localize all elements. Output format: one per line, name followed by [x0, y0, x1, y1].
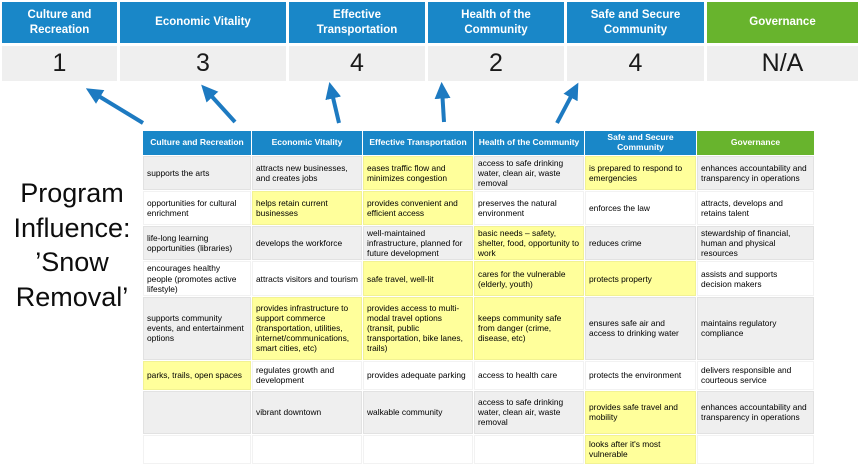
up-arrow-icon: [206, 90, 235, 122]
summary-score: 4: [289, 46, 425, 81]
matrix-cell: ensures safe air and access to drinking water: [585, 297, 696, 360]
matrix-header-row: [143, 131, 814, 155]
summary-score: N/A: [707, 46, 858, 81]
matrix-cell: enhances accountability and transparency in operations: [697, 391, 814, 434]
matrix-cell: cares for the vulnerable (elderly, youth): [474, 261, 584, 295]
matrix-header-cell: Health of the Community: [474, 131, 584, 155]
matrix-cell: encourages healthy people (promotes active lifestyle): [143, 261, 251, 295]
matrix-row: [143, 361, 814, 390]
matrix-header-cell: Safe and Secure Community: [585, 131, 696, 155]
matrix-header-cell: Economic Vitality: [252, 131, 362, 155]
matrix-header: [143, 131, 814, 155]
summary-box: Health of the Community: [428, 2, 564, 43]
matrix-cell: life-long learning opportunities (libraries): [143, 226, 251, 260]
influence-matrix: [142, 130, 815, 465]
matrix-cell: is prepared to respond to emergencies: [585, 156, 696, 190]
matrix-cell: attracts, develops and retains talent: [697, 191, 814, 225]
summary-score: 1: [2, 46, 117, 81]
matrix-row: [143, 435, 814, 464]
matrix-cell: helps retain current businesses: [252, 191, 362, 225]
matrix-cell: enhances accountability and transparency in operations: [697, 156, 814, 190]
matrix-cell: keeps community safe from danger (crime, disease, etc): [474, 297, 584, 360]
matrix-cell: enforces the law: [585, 191, 696, 225]
matrix-row: [143, 156, 814, 190]
matrix-cell: [143, 391, 251, 434]
matrix-cell: provides access to multi-modal travel options (transit, public transportation, bike lanes, trails): [363, 297, 473, 360]
matrix-cell: basic needs – safety, shelter, food, opportunity to work: [474, 226, 584, 260]
matrix-cell: [474, 435, 584, 464]
matrix-header-cell: Effective Transportation: [363, 131, 473, 155]
summary-box: Economic Vitality: [120, 2, 286, 43]
up-arrow-icon: [331, 89, 339, 123]
matrix-cell: protects the environment: [585, 361, 696, 390]
matrix-cell: safe travel, well-lit: [363, 261, 473, 295]
matrix-cell: access to safe drinking water, clean air, waste removal: [474, 156, 584, 190]
matrix-cell: develops the workforce: [252, 226, 362, 260]
matrix-cell: stewardship of financial, human and physical resources: [697, 226, 814, 260]
matrix-cell: provides infrastructure to support commerce (transportation, utilities, internet/communications, smart cities, etc): [252, 297, 362, 360]
matrix-cell: access to health care: [474, 361, 584, 390]
matrix-row: [143, 261, 814, 295]
matrix-cell: supports the arts: [143, 156, 251, 190]
matrix-cell: [697, 435, 814, 464]
matrix-cell: parks, trails, open spaces: [143, 361, 251, 390]
matrix-cell: delivers responsible and courteous service: [697, 361, 814, 390]
matrix-cell: [143, 435, 251, 464]
matrix-header-cell: Culture and Recreation: [143, 131, 251, 155]
matrix-cell: [363, 435, 473, 464]
matrix-cell: assists and supports decision makers: [697, 261, 814, 295]
matrix-cell: preserves the natural environment: [474, 191, 584, 225]
matrix-cell: supports community events, and entertainment options: [143, 297, 251, 360]
matrix-row: [143, 297, 814, 360]
matrix-cell: provides convenient and efficient access: [363, 191, 473, 225]
summary-score: 2: [428, 46, 564, 81]
matrix-body: [143, 156, 814, 464]
matrix-cell: access to safe drinking water, clean air, waste removal: [474, 391, 584, 434]
matrix-cell: attracts new businesses, and creates jobs: [252, 156, 362, 190]
arrows: [0, 81, 859, 131]
matrix-cell: vibrant downtown: [252, 391, 362, 434]
matrix-cell: attracts visitors and tourism: [252, 261, 362, 295]
matrix-cell: well-maintained infrastructure, planned for future development: [363, 226, 473, 260]
up-arrow-icon: [92, 92, 143, 123]
summary-bar: [2, 2, 858, 43]
program-influence-label: Program Influence: ’Snow Removal’: [13, 178, 131, 312]
up-arrow-icon: [442, 89, 444, 122]
matrix-header-cell: Governance: [697, 131, 814, 155]
matrix-cell: [252, 435, 362, 464]
matrix-cell: reduces crime: [585, 226, 696, 260]
matrix-cell: provides safe travel and mobility: [585, 391, 696, 434]
up-arrow-icon: [557, 89, 575, 123]
matrix-cell: walkable community: [363, 391, 473, 434]
summary-box: Governance: [707, 2, 858, 43]
matrix-cell: eases traffic flow and minimizes congestion: [363, 156, 473, 190]
matrix-cell: opportunities for cultural enrichment: [143, 191, 251, 225]
matrix-cell: provides adequate parking: [363, 361, 473, 390]
summary-score: 4: [567, 46, 704, 81]
summary-box: Safe and Secure Community: [567, 2, 704, 43]
summary-box: Culture and Recreation: [2, 2, 117, 43]
matrix-cell: regulates growth and development: [252, 361, 362, 390]
summary-score: 3: [120, 46, 286, 81]
matrix-cell: maintains regulatory compliance: [697, 297, 814, 360]
matrix-row: [143, 191, 814, 225]
matrix-cell: looks after it's most vulnerable: [585, 435, 696, 464]
matrix-row: [143, 391, 814, 434]
matrix-row: [143, 226, 814, 260]
summary-box: Effective Transportation: [289, 2, 425, 43]
summary-score-row: [2, 46, 858, 81]
matrix-cell: protects property: [585, 261, 696, 295]
